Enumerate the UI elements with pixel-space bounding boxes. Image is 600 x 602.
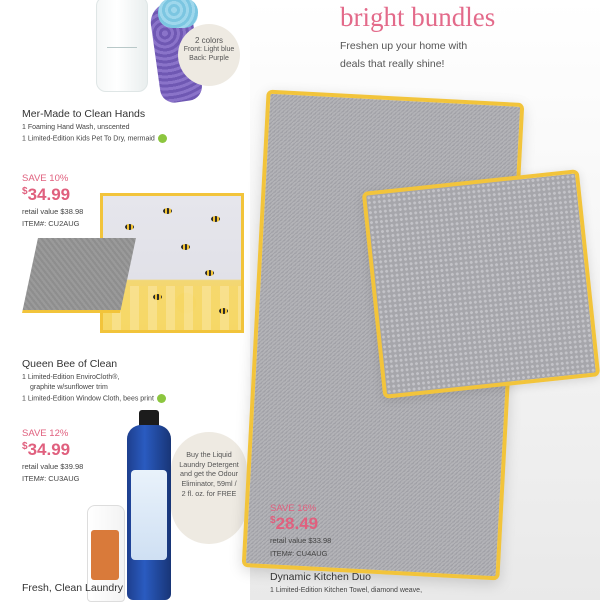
bundle-title: Queen Bee of Clean <box>22 358 118 370</box>
badge-line: Laundry Detergent <box>179 459 239 469</box>
bee-icon <box>205 270 214 276</box>
bee-icon <box>181 244 190 250</box>
price: $28.49 <box>270 514 319 533</box>
bundle-title: Mer-Made to Clean Hands <box>22 108 146 120</box>
bundle-title: Dynamic Kitchen Duo <box>270 571 371 583</box>
item-number: ITEM#: CU3AUG <box>22 474 80 483</box>
retail-value: retail value $38.98 <box>22 207 84 216</box>
retail-value: retail value $39.98 <box>22 462 84 471</box>
bee-icon <box>153 294 162 300</box>
page-subline: Freshen up your home with <box>340 40 468 52</box>
save-percent: SAVE 16% <box>270 503 317 514</box>
badge-line: 2 fl. oz. for FREE <box>181 488 237 498</box>
bee-icon <box>125 224 134 230</box>
graphite-envirocloth-image <box>22 238 136 313</box>
bundle-title: Fresh, Clean Laundry <box>22 582 123 594</box>
pet-to-dry-mitt-top-image <box>158 0 198 28</box>
bundle-item-line: 1 Limited-Edition Kids Pet To Dry, mermaid <box>22 134 167 143</box>
left-column <box>0 0 250 600</box>
price: $34.99 <box>22 440 71 459</box>
foaming-hand-wash-image <box>96 0 148 92</box>
save-percent: SAVE 12% <box>22 428 69 439</box>
page-subline: deals that really shine! <box>340 58 445 70</box>
retail-value: retail value $33.98 <box>270 536 332 545</box>
page-headline: bright bundles <box>340 2 496 32</box>
free-gift-badge <box>171 432 247 544</box>
save-percent: SAVE 10% <box>22 173 69 184</box>
badge-line: and get the Odour <box>180 469 238 479</box>
item-number: ITEM#: CU2AUG <box>22 219 80 228</box>
item-number: ITEM#: CU4AUG <box>270 549 328 558</box>
odour-eliminator-label-image <box>91 530 119 580</box>
eco-leaf-icon <box>158 134 167 143</box>
badge-line: Front: Light blue <box>183 46 235 53</box>
badge-line: Buy the Liquid <box>186 450 232 459</box>
detergent-label-image <box>131 470 167 560</box>
badge-line: Eliminator, 59ml / <box>181 479 237 489</box>
badge-line: Back: Purple <box>189 54 229 62</box>
color-options-badge <box>178 24 240 86</box>
bundle-item-line: 1 Foaming Hand Wash, unscented <box>22 124 130 131</box>
bee-icon <box>219 308 228 314</box>
eco-leaf-icon <box>157 394 166 403</box>
bundle-item-line: 1 Limited-Edition Kitchen Towel, diamond weave, <box>270 587 423 594</box>
badge-line: 2 colors <box>194 36 223 45</box>
kitchen-cloth-image <box>362 169 600 399</box>
bundle-item-line: 1 Limited-Edition Window Cloth, bees print <box>22 394 166 403</box>
bee-icon <box>163 208 172 214</box>
bundle-item-line: 1 Limited-Edition EnviroCloth®, <box>22 374 120 381</box>
bundle-item-line: graphite w/sunflower trim <box>30 384 108 391</box>
price: $34.99 <box>22 185 71 204</box>
bee-icon <box>211 216 220 222</box>
